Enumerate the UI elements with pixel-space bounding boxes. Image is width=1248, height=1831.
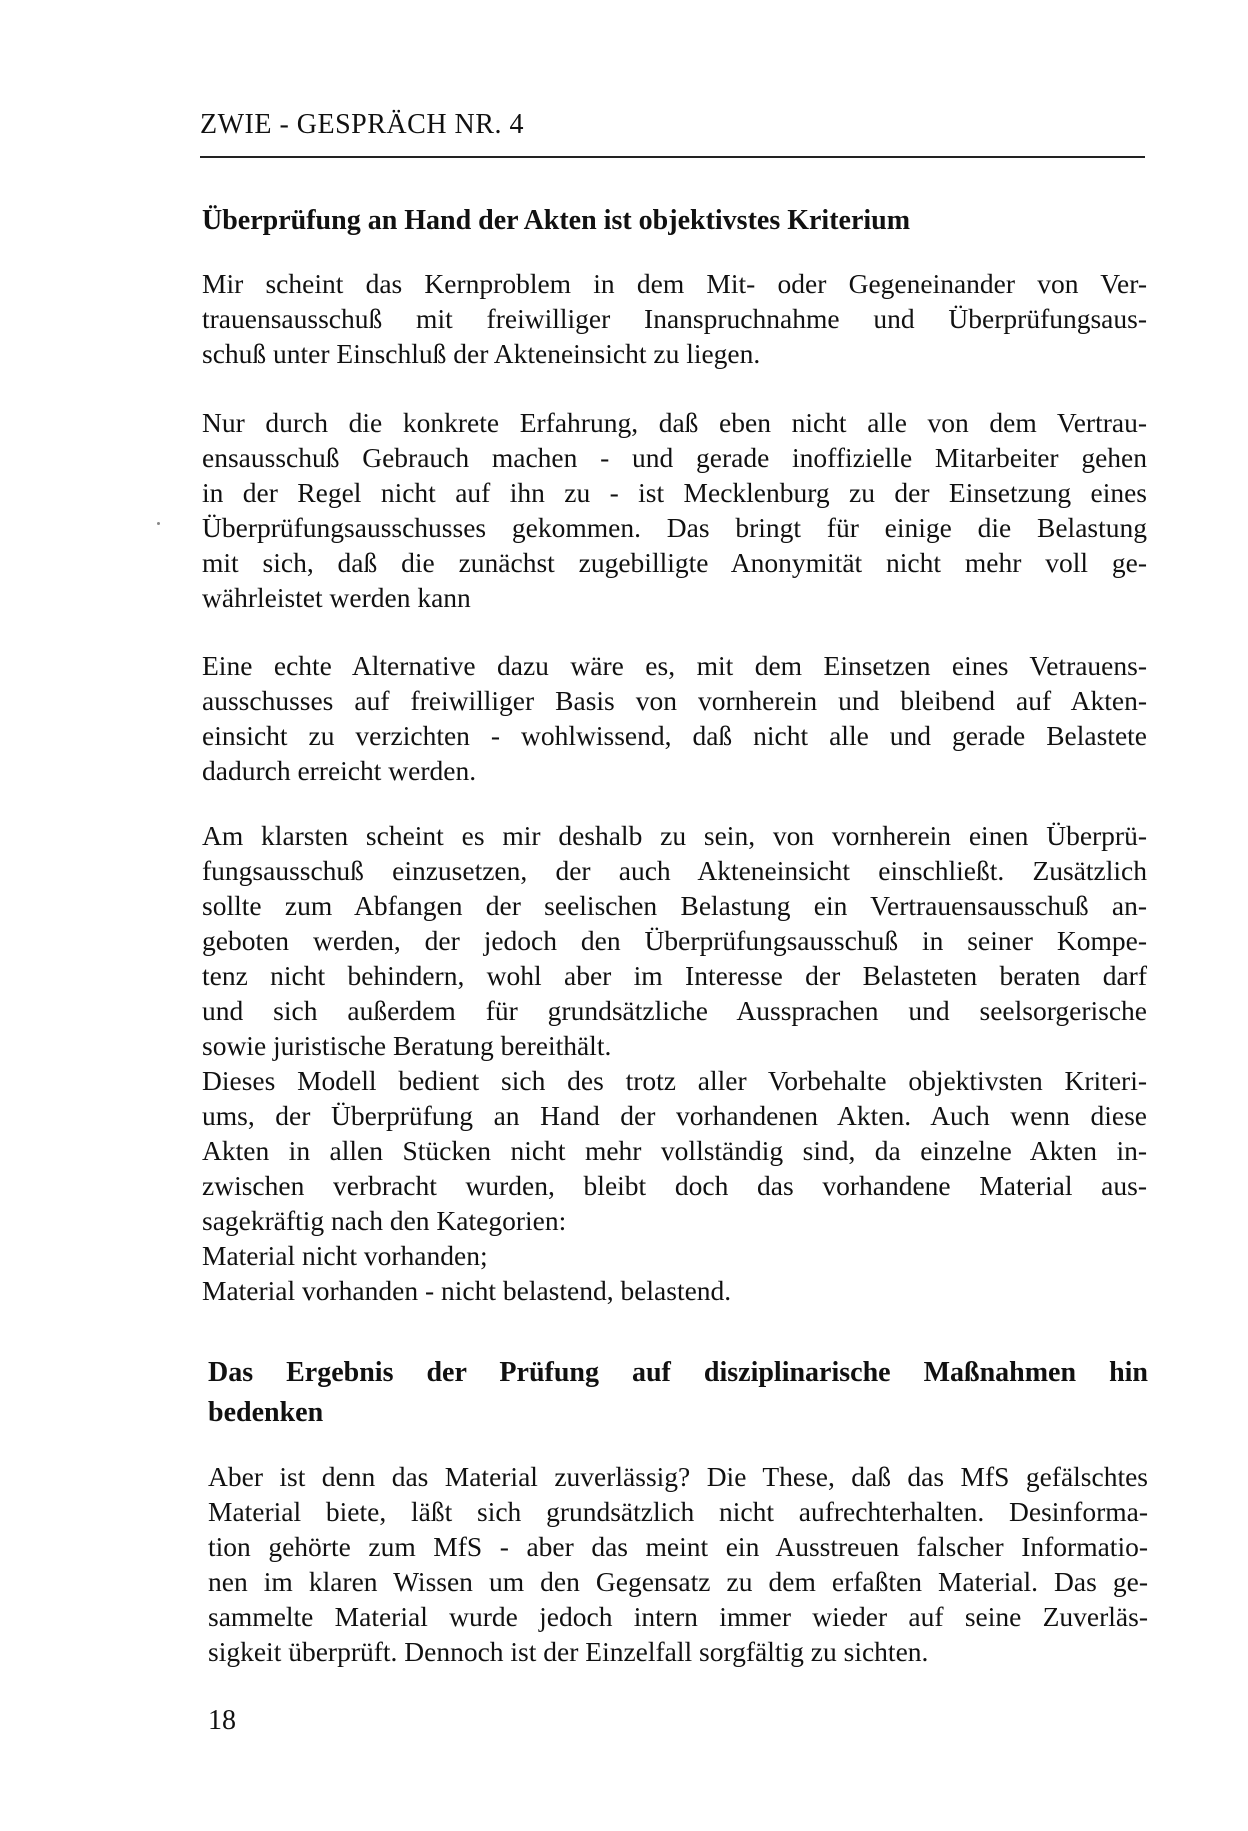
text-line: und sich außerdem für grundsätzliche Aussprachen und seelsorgerische <box>202 995 1147 1026</box>
running-header: ZWIE - GESPRÄCH NR. 4 <box>200 109 524 140</box>
text-line: tenz nicht behindern, wohl aber im Interesse der Belasteten beraten darf <box>202 960 1147 991</box>
page-number: 18 <box>208 1705 236 1736</box>
text-line: sagekräftig nach den Kategorien: <box>202 1205 567 1236</box>
text-line: schuß unter Einschluß der Akteneinsicht zu liegen. <box>202 338 761 369</box>
text-line: fungsausschuß einzusetzen, der auch Akteneinsicht einschließt. Zusätzlich <box>202 855 1147 886</box>
text-line: tion gehörte zum MfS - aber das meint ein Ausstreuen falscher Informatio- <box>208 1531 1148 1562</box>
text-line: dadurch erreicht werden. <box>202 755 477 786</box>
text-line: Überprüfungsausschusses gekommen. Das bringt für einige die Belastung <box>202 512 1147 543</box>
text-line: sowie juristische Beratung bereithält. <box>202 1030 612 1061</box>
text-line: Dieses Modell bedient sich des trotz aller Vorbehalte objektivsten Kriteri- <box>202 1065 1147 1096</box>
section-heading-2: Das Ergebnis der Prüfung auf disziplinarische Maßnahmen hin <box>208 1357 1148 1388</box>
text-line: in der Regel nicht auf ihn zu - ist Mecklenburg zu der Einsetzung eines <box>202 477 1147 508</box>
text-line: Am klarsten scheint es mir deshalb zu sein, von vornherein einen Überprü- <box>202 820 1147 851</box>
paragraph-2 <box>202 405 1147 615</box>
text-line: geboten werden, der jedoch den Überprüfungsausschuß in seiner Kompe- <box>202 925 1147 956</box>
text-line: ensausschuß Gebrauch machen - und gerade inoffizielle Mitarbeiter gehen <box>202 442 1147 473</box>
text-line: Material biete, läßt sich grundsätzlich nicht aufrechterhalten. Desinforma- <box>208 1496 1148 1527</box>
text-line: einsicht zu verzichten - wohlwissend, daß nicht alle und gerade Belastete <box>202 720 1147 751</box>
text-line: ausschusses auf freiwilliger Basis von vornherein und bleibend auf Akten- <box>202 685 1147 716</box>
paragraph-1 <box>202 266 1147 371</box>
text-line: Nur durch die konkrete Erfahrung, daß eben nicht alle von dem Vertrau- <box>202 407 1147 438</box>
text-line: Aber ist denn das Material zuverlässig? Die These, daß das MfS gefälschtes <box>208 1461 1148 1492</box>
paragraph-4 <box>202 818 1147 1308</box>
text-line: Mir scheint das Kernproblem in dem Mit- oder Gegeneinander von Ver- <box>202 268 1147 299</box>
text-line: sigkeit überprüft. Dennoch ist der Einzelfall sorgfältig zu sichten. <box>208 1636 929 1667</box>
text-line: sollte zum Abfangen der seelischen Belastung ein Vertrauensausschuß an- <box>202 890 1147 921</box>
section-heading-1: Überprüfung an Hand der Akten ist objektivstes Kriterium <box>202 205 911 236</box>
text-line: nen im klaren Wissen um den Gegensatz zu dem erfaßten Material. Das ge- <box>208 1566 1148 1597</box>
text-line: zwischen verbracht wurden, bleibt doch das vorhandene Material aus- <box>202 1170 1147 1201</box>
text-line: Eine echte Alternative dazu wäre es, mit dem Einsetzen eines Vetrauens- <box>202 650 1147 681</box>
text-line: trauensausschuß mit freiwilliger Inanspruchnahme und Überprüfungsaus- <box>202 303 1147 334</box>
text-line: Akten in allen Stücken nicht mehr vollständig sind, da einzelne Akten in- <box>202 1135 1147 1166</box>
paragraph-3 <box>202 648 1147 788</box>
text-line: Material vorhanden - nicht belastend, belastend. <box>202 1275 732 1306</box>
text-line: ums, der Überprüfung an Hand der vorhandenen Akten. Auch wenn diese <box>202 1100 1147 1131</box>
text-line: Material nicht vorhanden; <box>202 1240 488 1271</box>
section-heading-2-continuation: bedenken <box>208 1397 324 1428</box>
margin-dot <box>157 522 160 525</box>
text-line: sammelte Material wurde jedoch intern immer wieder auf seine Zuverläs- <box>208 1601 1148 1632</box>
text-line: mit sich, daß die zunächst zugebilligte Anonymität nicht mehr voll ge- <box>202 547 1147 578</box>
header-divider <box>200 156 1145 158</box>
text-line: währleistet werden kann <box>202 582 471 613</box>
paragraph-5 <box>208 1459 1148 1669</box>
